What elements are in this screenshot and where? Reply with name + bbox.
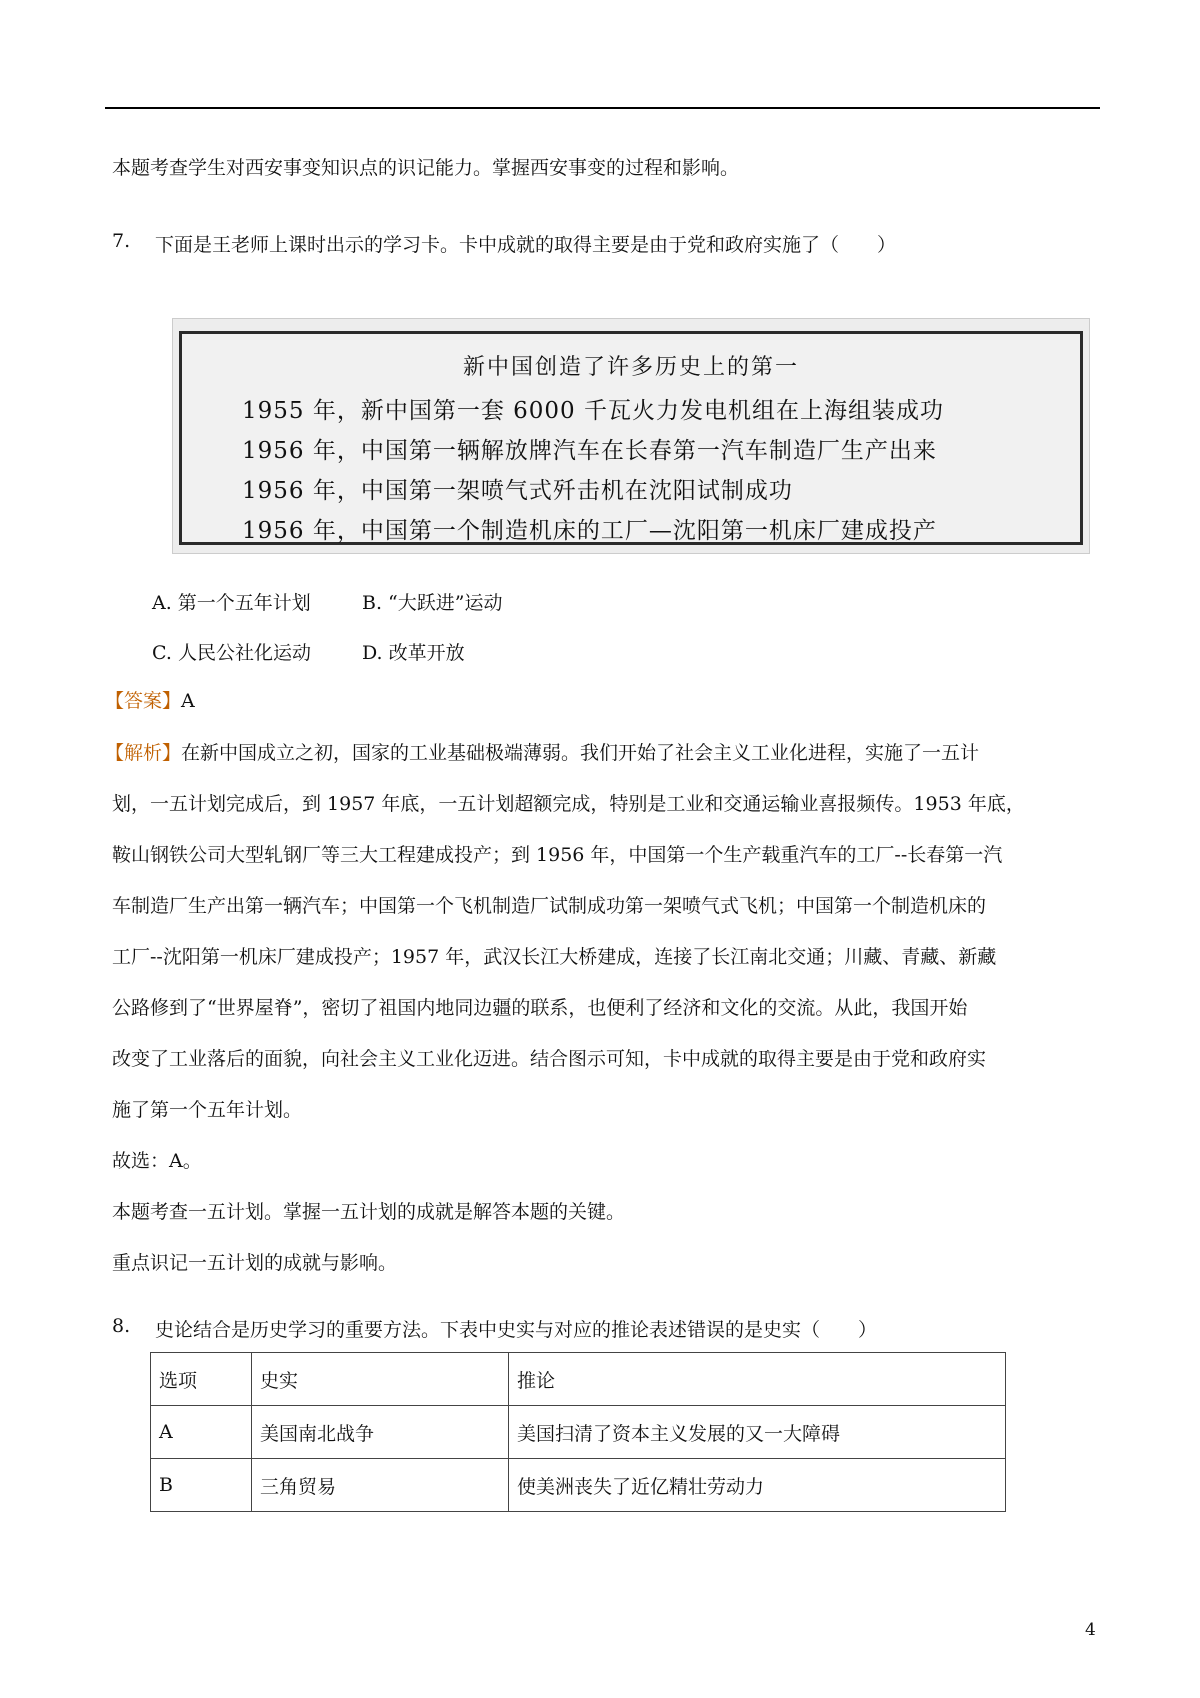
answer-label: 【答案】	[105, 690, 182, 712]
study-card-frame	[179, 331, 1083, 545]
option-d: D. 改革开放	[362, 642, 465, 664]
header-rule	[105, 107, 1100, 109]
question-number: 7.	[112, 230, 131, 252]
study-card-title: 新中国创造了许多历史上的第一	[462, 355, 799, 380]
option-b: B. “大跃进”运动	[362, 592, 503, 614]
study-card-image	[172, 318, 1090, 554]
table-cell: 美国扫清了资本主义发展的又一大障碍	[509, 1406, 1006, 1459]
study-card-row: 1956 年，中国第一个制造机床的工厂—沈阳第一机床厂建成投产	[242, 518, 937, 544]
table-row	[151, 1459, 1006, 1512]
table-header-cell: 史实	[252, 1353, 509, 1406]
table-header-row	[151, 1353, 1006, 1406]
intro-line: 本题考查学生对西安事变知识点的识记能力。掌握西安事变的过程和影响。	[112, 157, 740, 179]
note-line: 重点识记一五计划的成就与影响。	[112, 1252, 398, 1274]
analysis-text: 在新中国成立之初，国家的工业基础极端薄弱。我们开始了社会主义工业化进程，实施了一五计	[181, 742, 980, 764]
option-c: C. 人民公社化运动	[152, 642, 311, 664]
conclusion-line: 故选：A。	[112, 1150, 202, 1172]
analysis-line: 划，一五计划完成后，到 1957 年底，一五计划超额完成，特别是工业和交通运输业喜报频传。1953 年底，	[112, 793, 1025, 815]
table-cell: 三角贸易	[252, 1459, 509, 1512]
page-number: 4	[1085, 1620, 1096, 1640]
option-a: A. 第一个五年计划	[152, 592, 311, 614]
answer-line	[105, 686, 195, 716]
study-card-row: 1956 年，中国第一辆解放牌汽车在长春第一汽车制造厂生产出来	[242, 438, 937, 464]
table-header-cell: 选项	[151, 1353, 252, 1406]
study-card-row: 1955 年，新中国第一套 6000 千瓦火力发电机组在上海组装成功	[242, 398, 944, 424]
question-stem: 下面是王老师上课时出示的学习卡。卡中成就的取得主要是由于党和政府实施了（ ）	[155, 234, 897, 256]
question-number: 8.	[112, 1315, 131, 1337]
question-stem: 史论结合是历史学习的重要方法。下表中史实与对应的推论表述错误的是史实（ ）	[155, 1319, 878, 1341]
study-card-row: 1956 年，中国第一架喷气式歼击机在沈阳试制成功	[242, 478, 793, 504]
fact-inference-table	[150, 1352, 1006, 1512]
table-cell: 使美洲丧失了近亿精壮劳动力	[509, 1459, 1006, 1512]
analysis-line: 改变了工业落后的面貌，向社会主义工业化迈进。结合图示可知，卡中成就的取得主要是由于党和政府实	[112, 1048, 987, 1070]
table-cell: A	[151, 1406, 252, 1459]
analysis-line: 公路修到了“世界屋脊”，密切了祖国内地同边疆的联系，也便利了经济和文化的交流。从此，我国开始	[112, 997, 968, 1019]
analysis-line: 施了第一个五年计划。	[112, 1099, 303, 1121]
analysis-line: 车制造厂生产出第一辆汽车；中国第一个飞机制造厂试制成功第一架喷气式飞机；中国第一个制造机床的	[112, 895, 987, 917]
analysis-line	[105, 738, 979, 768]
table-row	[151, 1406, 1006, 1459]
analysis-label: 【解析】	[105, 742, 182, 764]
note-line: 本题考查一五计划。掌握一五计划的成就是解答本题的关键。	[112, 1201, 626, 1223]
answer-value: A	[181, 690, 195, 712]
analysis-line: 鞍山钢铁公司大型轧钢厂等三大工程建成投产；到 1956 年，中国第一个生产载重汽车的工厂--长春第一汽	[112, 844, 1003, 866]
table-cell: B	[151, 1459, 252, 1512]
table-cell: 美国南北战争	[252, 1406, 509, 1459]
table-header-cell: 推论	[509, 1353, 1006, 1406]
analysis-line: 工厂--沈阳第一机床厂建成投产；1957 年，武汉长江大桥建成，连接了长江南北交通；川藏、青藏、新藏	[112, 946, 997, 968]
